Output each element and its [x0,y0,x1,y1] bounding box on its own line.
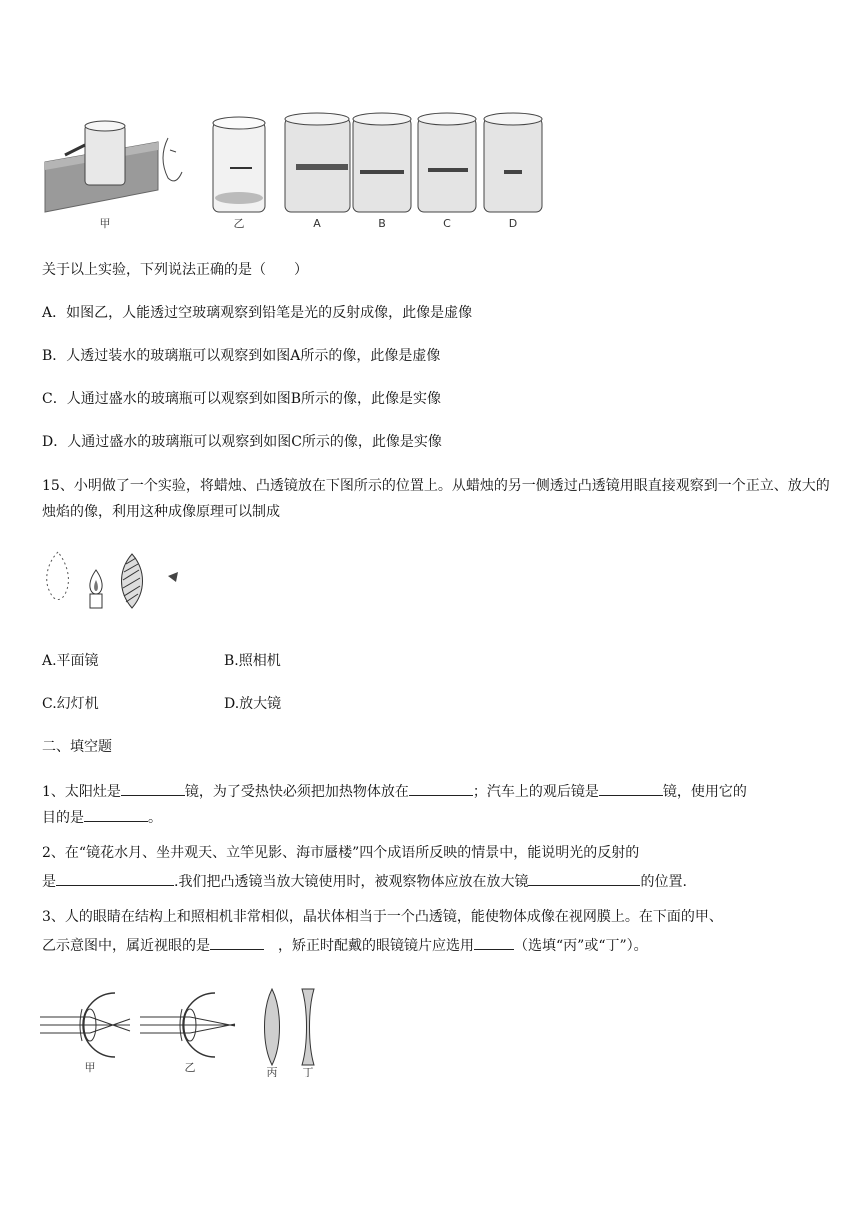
figure-label-yi: 乙 [233,217,245,230]
glass-experiment-figure [40,110,550,235]
fill3-line1: 3、人的眼睛在结构上和照相机非常相似，晶状体相当于一个凸透镜，能使物体成像在视网膜上。在下面的甲、 [42,909,723,925]
fill1-line2: 目的是 。 [42,805,162,828]
q15-option-a: A.平面镜 [42,653,99,669]
figure-label-d: D [508,217,518,230]
figure-label-c: C [443,217,451,230]
eye-diagram-figure [40,985,340,1077]
eye-label-jia: 甲 [84,1061,96,1074]
q14-option-c: C．人通过盛水的玻璃瓶可以观察到如图B所示的像，此像是实像 [42,391,441,407]
candle-lens-figure [40,548,190,612]
eye-label-yi: 乙 [184,1061,196,1074]
lens-label-ding: 丁 [302,1066,314,1077]
q14-option-d: D．人通过盛水的玻璃瓶可以观察到如图C所示的像，此像是实像 [42,434,442,450]
q15-option-c: C.幻灯机 [42,696,99,712]
fill2-line2: 是 .我们把凸透镜当放大镜使用时，被观察物体应放在放大镜 的位置. [42,869,687,892]
q15-option-b: B.照相机 [224,653,281,669]
fill3-line2: 乙示意图中，属近视眼的是 ，矫正时配戴的眼镜镜片应选用 （选填“丙”或“丁”）。 [42,933,648,956]
figure-label-a: A [313,217,321,230]
q15-option-d: D.放大镜 [224,696,282,712]
section-title: 二、填空题 [42,739,112,755]
lens-label-bing: 丙 [266,1066,278,1077]
q14-option-a: A．如图乙，人能透过空玻璃观察到铅笔是光的反射成像，此像是虚像 [42,305,473,321]
fill2-line1: 2、在“镜花水月、坐井观天、立竿见影、海市蜃楼”四个成语所反映的情景中，能说明光的反射的 [42,845,640,861]
q14-option-b: B．人透过装水的玻璃瓶可以观察到如图A所示的像，此像是虚像 [42,348,441,364]
q14-stem: 关于以上实验，下列说法正确的是（ ） [42,262,308,278]
figure-label-b: B [378,217,386,230]
q15-stem: 15、小明做了一个实验，将蜡烛、凸透镜放在下图所示的位置上。从蜡烛的另一侧透过凸透镜用眼直接观察到一个正立、放大的烛焰的像，利用这种成像原理可以制成 [42,478,830,520]
figure-label-jia: 甲 [99,217,111,230]
fill1-line1: 1、太阳灶是 镜，为了受热快必须把加热物体放在 ；汽车上的观后镜是 镜，使用它的 [42,779,747,802]
